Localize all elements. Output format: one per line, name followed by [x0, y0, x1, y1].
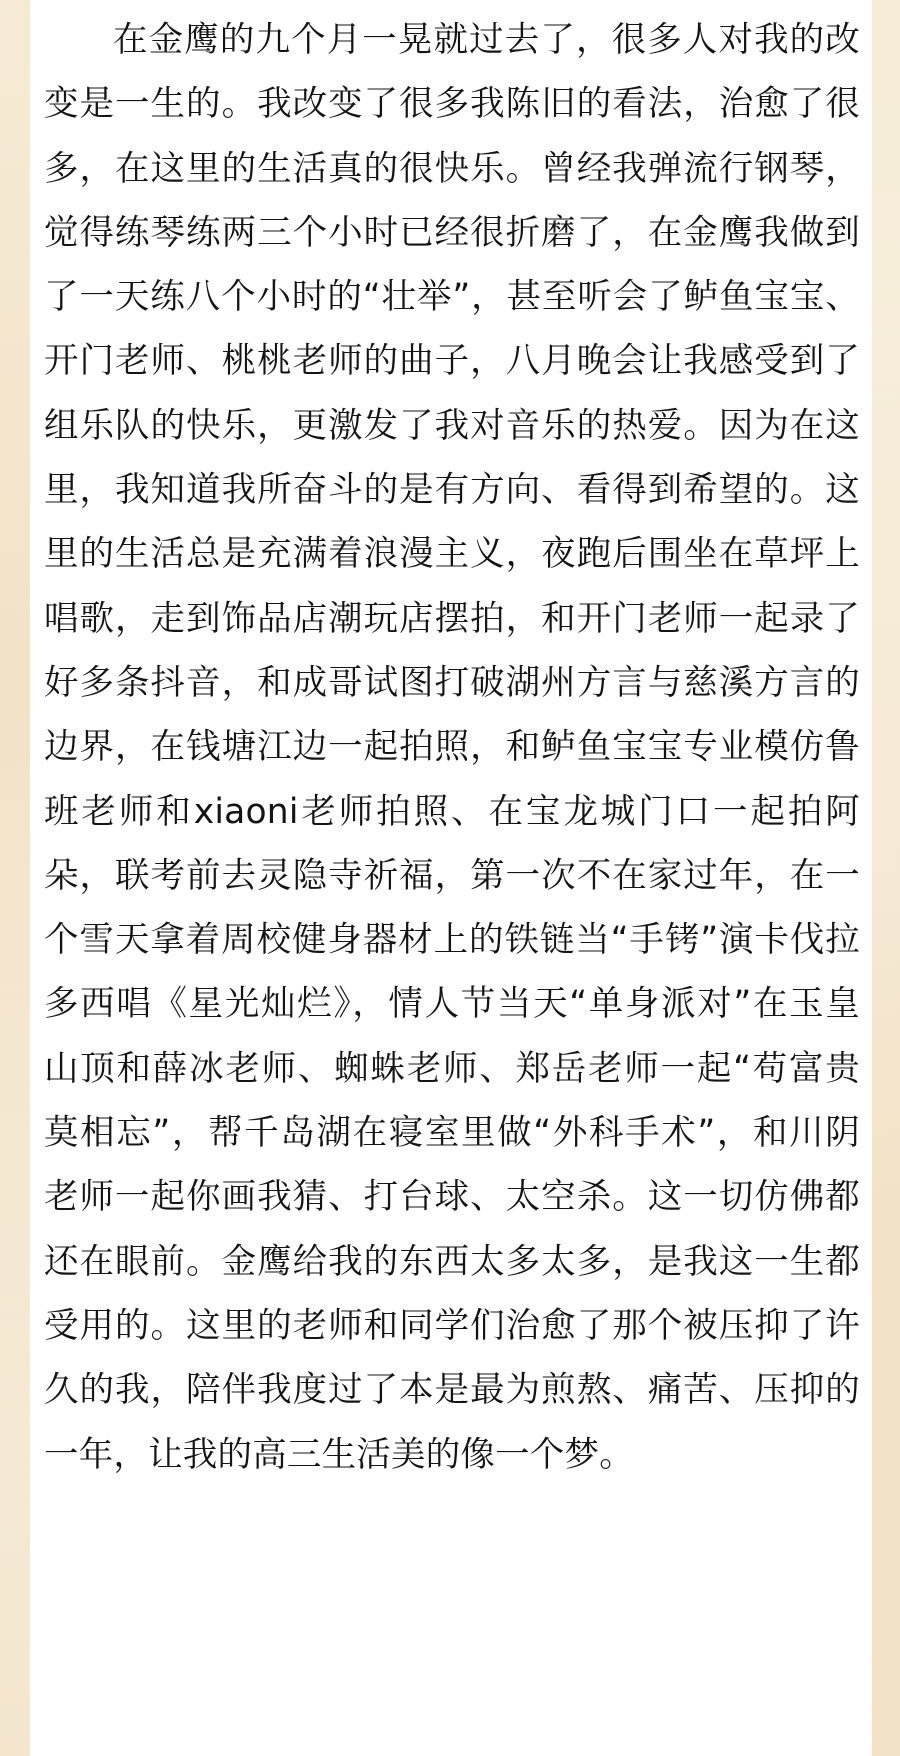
article-body-text: 在金鹰的九个月一晃就过去了，很多人对我的改变是一生的。我改变了很多我陈旧的看法，治愈了很多，在这里的生活真的很快乐。曾经我弹流行钢琴，觉得练琴练两三个小时已经很折磨了，在金鹰我做到了一天练八个小时的“壮举”，甚至听会了鲈鱼宝宝、开门老师、桃桃老师的曲子，八月晚会让我感受到了组乐队的快乐，更激发了我对音乐的热爱。因为在这里，我知道我所奋斗的是有方向、看得到希望的。这里的生活总是充满着浪漫主义，夜跑后围坐在草坪上唱歌，走到饰品店潮玩店摆拍，和开门老师一起录了好多条抖音，和成哥试图打破湖州方言与慈溪方言的边界，在钱塘江边一起拍照，和鲈鱼宝宝专业模仿鲁班老师和xiaoni老师拍照、在宝龙城门口一起拍阿朵，联考前去灵隐寺祈福，第一次不在家过年，在一个雪天拿着周校健身器材上的铁链当“手铐”演卡伐拉多西唱《星光灿烂》，情人节当天“单身派对”在玉皇山顶和薛冰老师、蜘蛛老师、郑岳老师一起“苟富贵莫相忘”，帮千岛湖在寝室里做“外科手术”，和川阴老师一起你画我猜、打台球、太空杀。这一切仿佛都还在眼前。金鹰给我的东西太多太多，是我这一生都受用的。这里的老师和同学们治愈了那个被压抑了许久的我，陪伴我度过了本是最为煎熬、痛苦、压抑的一年，让我的高三生活美的像一个梦。 [44, 20, 860, 1475]
article-paper [30, 0, 872, 1756]
